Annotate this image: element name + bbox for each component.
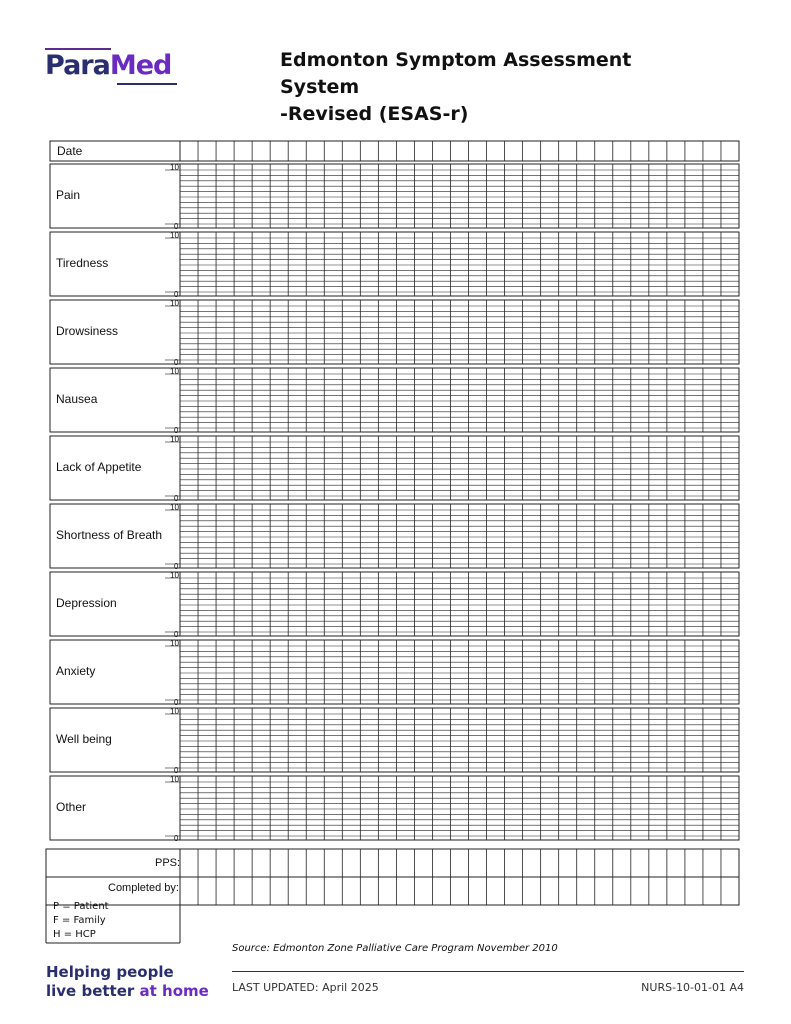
scale-min-label: 0 (174, 630, 179, 639)
logo-text-med: Med (109, 50, 172, 81)
logo-text-para: Para (45, 50, 110, 81)
scale-min-label: 0 (174, 290, 179, 299)
scale-min-label: 0 (174, 562, 179, 571)
scale-max-label: 10 (170, 775, 179, 784)
tagline-line-2 (46, 982, 209, 1001)
symptom-label: Lack of Appetite (56, 460, 142, 474)
symptom-label: Shortness of Breath (56, 528, 163, 542)
date-label: Date (57, 144, 83, 158)
title-line-1: Edmonton Symptom Assessment System (280, 49, 632, 98)
scale-max-label: 10 (170, 707, 179, 716)
scale-max-label: 10 (170, 503, 179, 512)
scale-min-label: 0 (174, 426, 179, 435)
tagline-line-1: Helping people (46, 963, 174, 981)
scale-max-label: 10 (170, 571, 179, 580)
scale-min-label: 0 (174, 494, 179, 503)
footer-divider (232, 971, 744, 972)
tagline (46, 963, 209, 1001)
document-number: NURS-10-01-01 A4 (641, 981, 744, 994)
tagline-line-2a: live better (46, 982, 140, 1000)
symptom-label: Pain (56, 188, 81, 202)
completed-by-label: Completed by: (108, 882, 179, 894)
symptom-label: Drowsiness (56, 324, 119, 338)
scale-max-label: 10 (170, 639, 179, 648)
scale-max-label: 10 (170, 299, 179, 308)
symptom-label: Anxiety (56, 664, 96, 678)
scale-max-label: 10 (170, 231, 179, 240)
scale-min-label: 0 (174, 766, 179, 775)
legend-patient: P = Patient (53, 901, 109, 912)
symptom-label: Well being (56, 732, 112, 746)
completed-by-legend (53, 900, 109, 942)
scale-max-label: 10 (170, 367, 179, 376)
scale-max-label: 10 (170, 435, 179, 444)
legend-hcp: H = HCP (53, 929, 96, 940)
scale-max-label: 10 (170, 163, 179, 172)
legend-family: F = Family (53, 915, 106, 926)
pps-label: PPS: (155, 857, 181, 869)
symptom-label: Other (56, 800, 87, 814)
scale-min-label: 0 (174, 698, 179, 707)
title-line-2: -Revised (ESAS-r) (280, 103, 469, 125)
source-note: Source: Edmonton Zone Palliative Care Program November 2010 (232, 943, 558, 954)
symptom-label: Nausea (56, 392, 98, 406)
tagline-line-2b: at home (139, 982, 209, 1000)
symptom-label: Tiredness (56, 256, 109, 270)
date-row (50, 141, 739, 161)
scale-min-label: 0 (174, 222, 179, 231)
scale-min-label: 0 (174, 358, 179, 367)
last-updated: LAST UPDATED: April 2025 (232, 981, 379, 994)
scale-min-label: 0 (174, 834, 179, 843)
symptom-label: Depression (56, 596, 117, 610)
